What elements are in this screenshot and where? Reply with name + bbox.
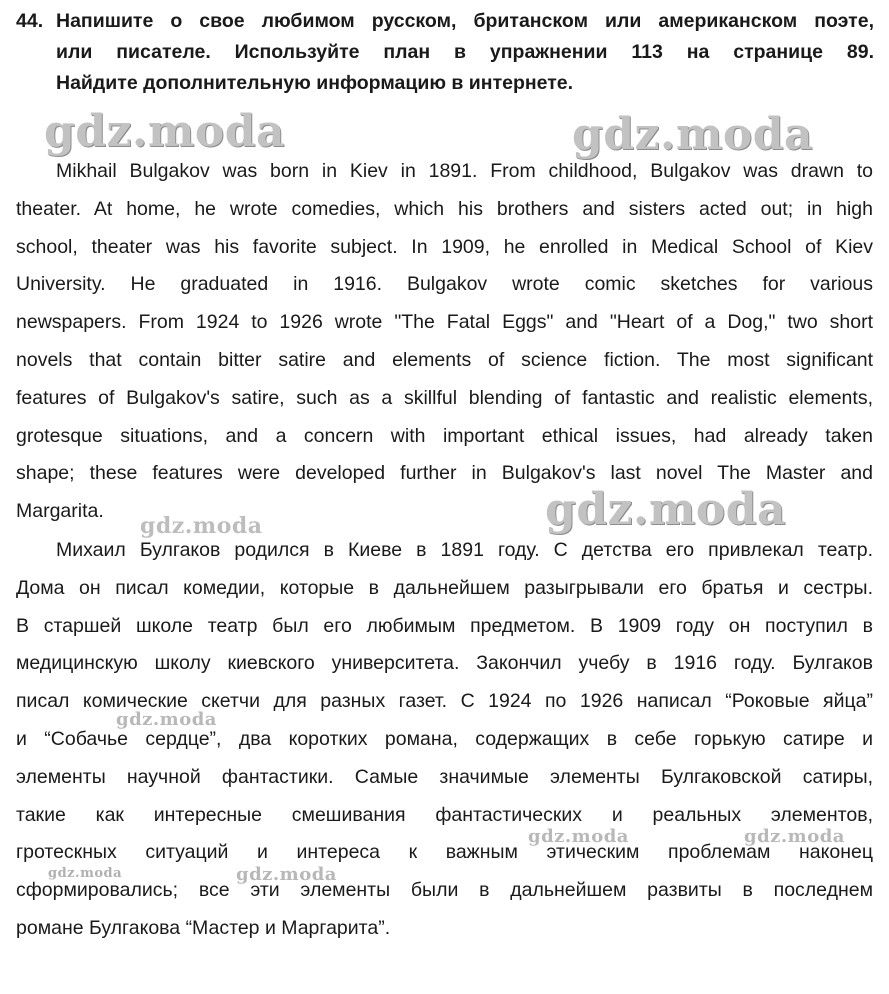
watermark: gdz.moda <box>744 826 845 847</box>
watermark: gdz.moda <box>572 109 814 160</box>
russian-paragraph <box>16 532 873 948</box>
text-line: newspapers. From 1924 to 1926 wrote "The Fatal Eggs" and "Heart of a Dog," two short <box>16 311 873 334</box>
task-line: или писателе. Используйте план в упражнении 113 на странице 89. <box>56 41 874 63</box>
watermark: gdz.moda <box>44 106 286 157</box>
text-line: и “Собачье сердце”, два коротких романа, содержащих в себе горькую сатире и <box>16 727 873 750</box>
task-heading <box>16 6 874 99</box>
text-line: сформировались; все эти элементы были в дальнейшем развиты в последнем <box>16 879 873 902</box>
watermark: gdz.moda <box>116 709 217 730</box>
text-line: novels that contain bitter satire and elements of science fiction. The most significant <box>16 348 873 371</box>
english-paragraph <box>16 153 873 531</box>
task-line: Найдите дополнительную информацию в интернете. <box>56 72 574 94</box>
text-line: медицинскую школу киевского университета. Закончил учебу в 1916 году. Булгаков <box>16 652 873 675</box>
text-line: Михаил Булгаков родился в Киеве в 1891 году. С детства его привлекал театр. <box>56 539 873 561</box>
watermark: gdz.moda <box>236 864 337 885</box>
text-line: grotesque situations, and a concern with important ethical issues, had already taken <box>16 424 873 447</box>
task-line: Напишите о свое любимом русском, британском или американском поэте, <box>56 10 874 32</box>
text-line: school, theater was his favorite subject. In 1909, he enrolled in Medical School of Kiev <box>16 235 873 258</box>
watermark: gdz.moda <box>545 484 787 535</box>
text-line: Margarita. <box>16 500 104 523</box>
text-line: романе Булгакова “Мастер и Маргарита”. <box>16 916 391 939</box>
text-line: гротескных ситуаций и интереса к важным этическим проблемам наконец <box>16 841 873 864</box>
watermark: gdz.moda <box>48 866 123 881</box>
text-line: В старшей школе театр был его любимым предметом. В 1909 году он поступил в <box>16 614 873 637</box>
text-line: theater. At home, he wrote comedies, which his brothers and sisters acted out; in high <box>16 197 873 220</box>
watermark: gdz.moda <box>528 826 629 847</box>
text-line: Дома он писал комедии, которые в дальнейшем разыгрывали его братья и сестры. <box>16 576 873 599</box>
text-line: элементы научной фантастики. Самые значимые элементы Булгаковской сатиры, <box>16 765 873 788</box>
text-line: features of Bulgakov's satire, such as a skillful blending of fantastic and realistic elements, <box>16 386 873 409</box>
watermark: gdz.moda <box>140 513 263 539</box>
text-line: University. He graduated in 1916. Bulgakov wrote comic sketches for various <box>16 273 873 296</box>
text-line: shape; these features were developed further in Bulgakov's last novel The Master and <box>16 462 873 485</box>
task-number: 44. <box>16 10 44 32</box>
text-line: писал комические скетчи для разных газет. С 1924 по 1926 написал “Роковые яйца” <box>16 690 873 713</box>
text-line: такие как интересные смешивания фантастических и реальных элементов, <box>16 803 873 826</box>
text-line: Mikhail Bulgakov was born in Kiev in 1891. From childhood, Bulgakov was drawn to <box>56 160 873 182</box>
